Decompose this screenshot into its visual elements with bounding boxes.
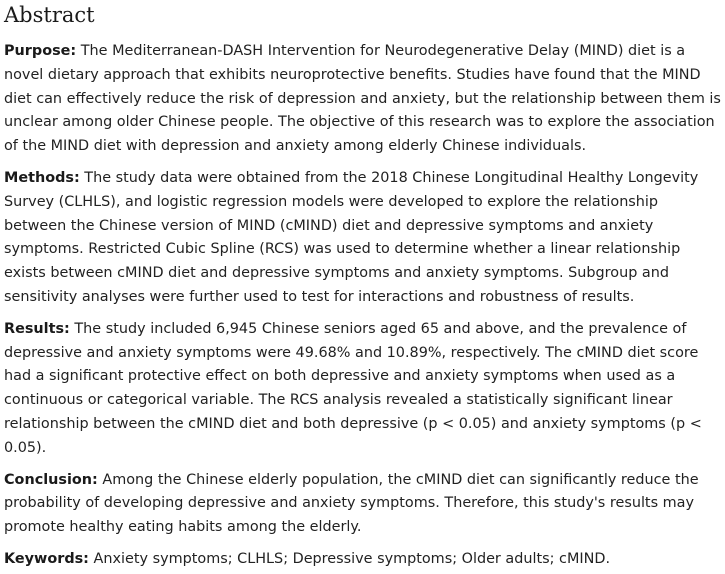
conclusion-label: Conclusion: (4, 471, 98, 488)
results-label: Results: (4, 320, 70, 337)
abstract-page (0, 2, 725, 572)
methods-label: Methods: (4, 169, 80, 186)
methods-section (4, 167, 721, 310)
keywords-label: Keywords: (4, 550, 89, 567)
purpose-text: The Mediterranean-DASH Intervention for Neurodegenerative Delay (MIND) diet is a novel dietary approach that exhibits neuroprotective benefits. Studies have found that the MIND diet can effectively reduce the risk of depression and anxiety, but the relationship between them is unclear among older Chinese people. The objective of this research was to explore the association of the MIND diet with depression and anxiety among elderly Chinese individuals. (4, 43, 721, 155)
purpose-label: Purpose: (4, 43, 77, 59)
results-section (4, 318, 721, 461)
conclusion-text: Among the Chinese elderly population, the cMIND diet can significantly reduce the probability of developing depressive and anxiety symptoms. Therefore, this study's results may promote healthy eating habits among the elderly. (4, 471, 699, 536)
keywords-text: Anxiety symptoms; CLHLS; Depressive symptoms; Older adults; cMIND. (93, 550, 611, 567)
abstract-heading: Abstract (4, 3, 95, 27)
results-text: The study included 6,945 Chinese seniors aged 65 and above, and the prevalence of depressive and anxiety symptoms were 49.68% and 10.89%, respectively. The cMIND diet score had a significant protective effect on both depressive and anxiety symptoms when used as a continuous or categorical variable. The RCS analysis revealed a statistically significant linear relationship between the cMIND diet and both depressive (p < 0.05) and anxiety symptoms (p < 0.05). (4, 320, 702, 456)
purpose-section (4, 40, 721, 159)
conclusion-section (4, 469, 721, 540)
methods-text: The study data were obtained from the 2018 Chinese Longitudinal Healthy Longevity Survey (CLHLS), and logistic regression models were developed to explore the relationship between the Chinese version of MIND (cMIND) diet and depressive symptoms and anxiety symptoms. Restricted Cubic Spline (RCS) was used to determine whether a linear relationship exists between cMIND diet and depressive symptoms and anxiety symptoms. Subgroup and sensitivity analyses were further used to test for interactions and robustness of results. (4, 169, 699, 305)
keywords-section (4, 548, 721, 572)
